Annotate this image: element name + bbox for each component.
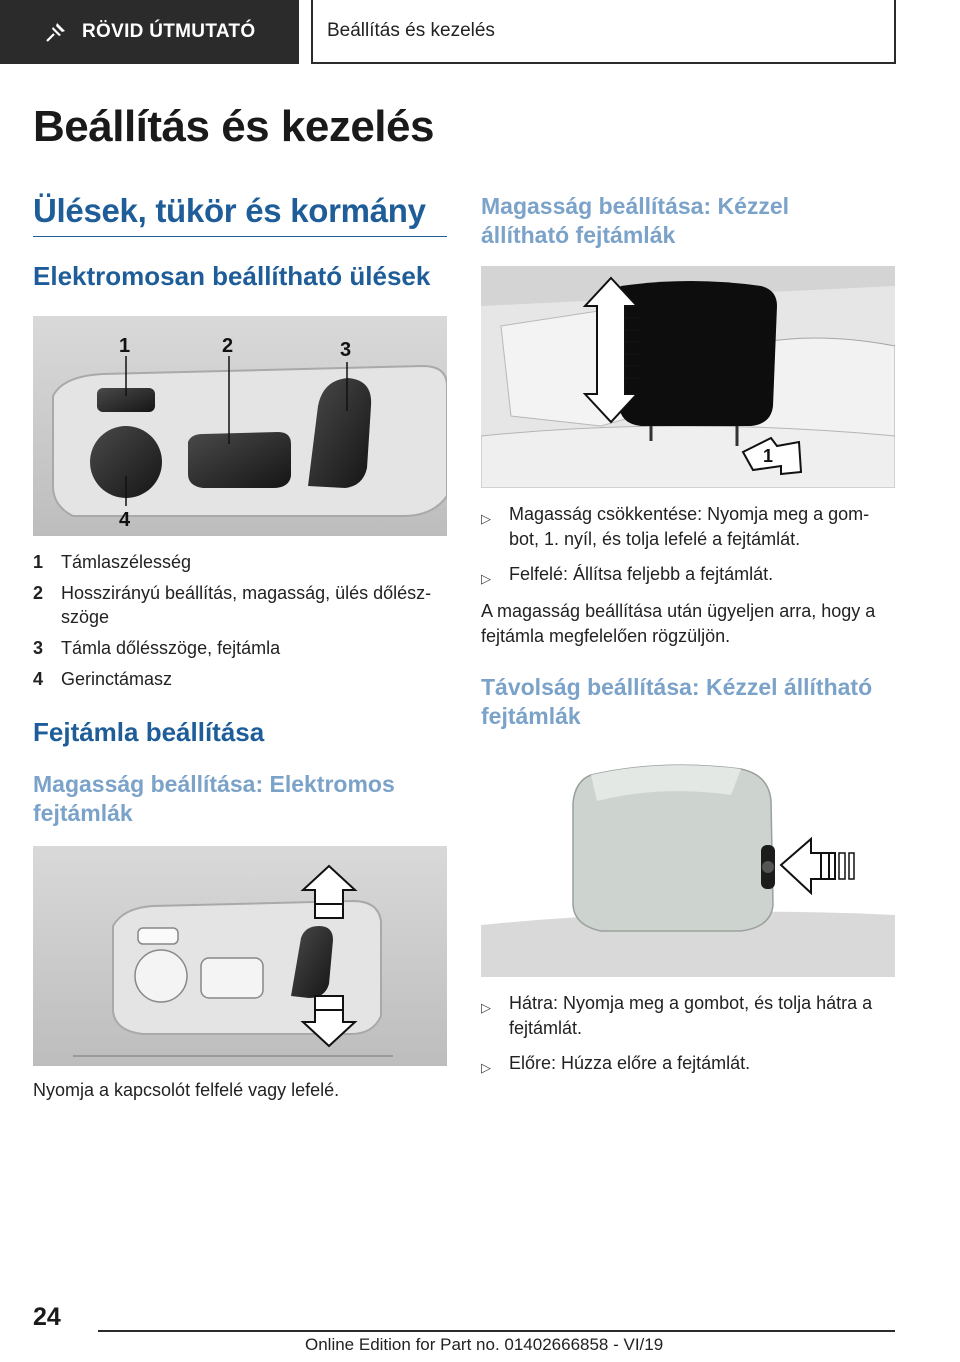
item-number: 1 bbox=[33, 552, 44, 572]
breadcrumb[interactable]: Beállítás és kezelés bbox=[327, 20, 495, 41]
item-text: Hosszirányú beállítás, magasság, ülés dőlész-szöge bbox=[61, 583, 432, 627]
list-item bbox=[481, 991, 895, 1041]
quick-guide-pin-icon bbox=[44, 20, 68, 44]
item-text: Támlaszélesség bbox=[61, 552, 192, 572]
list-item bbox=[33, 636, 447, 660]
item-number: 4 bbox=[33, 669, 44, 689]
manual-headrest-distance-image bbox=[481, 755, 895, 977]
header-breadcrumb-box bbox=[311, 0, 896, 64]
bullet-text: Előre: Húzza előre a fejtámlát. bbox=[509, 1053, 751, 1073]
list-item bbox=[33, 550, 447, 574]
caption-electric: Nyomja a kapcsolót felfelé vagy lefelé. bbox=[33, 1080, 340, 1100]
header-section-label: RÖVID ÚTMUTATÓ bbox=[82, 21, 256, 42]
right-column bbox=[481, 192, 895, 1090]
manual-height-bullets bbox=[481, 502, 895, 591]
item-text: Támla dőlésszöge, fejtámla bbox=[61, 638, 281, 658]
list-item bbox=[481, 502, 895, 552]
list-item bbox=[481, 1051, 895, 1080]
list-item bbox=[33, 667, 447, 691]
bullet-text: Magasság csökkentése: Nyomja meg a gom-bot, 1. nyíl, és tolja lefelé a fejtámlát. bbox=[509, 504, 870, 549]
triangle-right-icon: ▷ bbox=[481, 511, 491, 526]
image-callout-4: 4 bbox=[119, 509, 131, 531]
footer-divider bbox=[98, 1330, 895, 1332]
item-number: 2 bbox=[33, 583, 44, 603]
header-section-tab[interactable] bbox=[0, 0, 299, 64]
section-heading-seats-mirror-wheel: Ülések, tükör és kormány bbox=[33, 192, 447, 237]
bullet-text: Hátra: Nyomja meg a gombot, és tolja hátra a fejtámlát. bbox=[509, 993, 873, 1038]
triangle-right-icon: ▷ bbox=[481, 571, 491, 586]
image-callout-1: 1 bbox=[119, 335, 131, 357]
item-number: 3 bbox=[33, 638, 44, 658]
manual-distance-bullets bbox=[481, 991, 895, 1080]
image-callout-1: 1 bbox=[763, 446, 774, 466]
footer-edition: Online Edition for Part no. 01402666858 - VI/19 bbox=[305, 1335, 664, 1354]
page-title: Beállítás és kezelés bbox=[33, 102, 434, 151]
page-number: 24 bbox=[33, 1303, 61, 1331]
item-text: Gerinctámasz bbox=[61, 669, 173, 689]
heading-height-electric: Magasság beállítása: Elektromos fejtámlák bbox=[33, 771, 395, 826]
seat-controls-legend bbox=[33, 550, 447, 691]
left-column bbox=[33, 192, 447, 1103]
heading-electric-seats: Elektromosan beállítható ülések bbox=[33, 261, 431, 291]
image-callout-3: 3 bbox=[340, 339, 352, 361]
triangle-right-icon: ▷ bbox=[481, 1000, 491, 1015]
seat-controls-image bbox=[33, 316, 447, 536]
bullet-text: Felfelé: Állítsa feljebb a fejtámlát. bbox=[509, 564, 774, 584]
heading-height-manual: Magasság beállítása: Kézzel állítható fejtámlák bbox=[481, 193, 790, 248]
image-callout-2: 2 bbox=[222, 335, 234, 357]
list-item bbox=[33, 581, 447, 629]
manual-headrest-height-image bbox=[481, 266, 895, 488]
heading-headrest-adjust: Fejtámla beállítása bbox=[33, 717, 265, 747]
triangle-right-icon: ▷ bbox=[481, 1060, 491, 1075]
list-item bbox=[481, 562, 895, 591]
heading-distance-manual: Távolság beállítása: Kézzel állítható fejtámlák bbox=[481, 674, 873, 729]
paragraph-lock-check: A magasság beállítása után ügyeljen arra, hogy a fejtámla megfelelően rögzüljön. bbox=[481, 601, 876, 646]
headrest-switch-image bbox=[33, 846, 447, 1066]
